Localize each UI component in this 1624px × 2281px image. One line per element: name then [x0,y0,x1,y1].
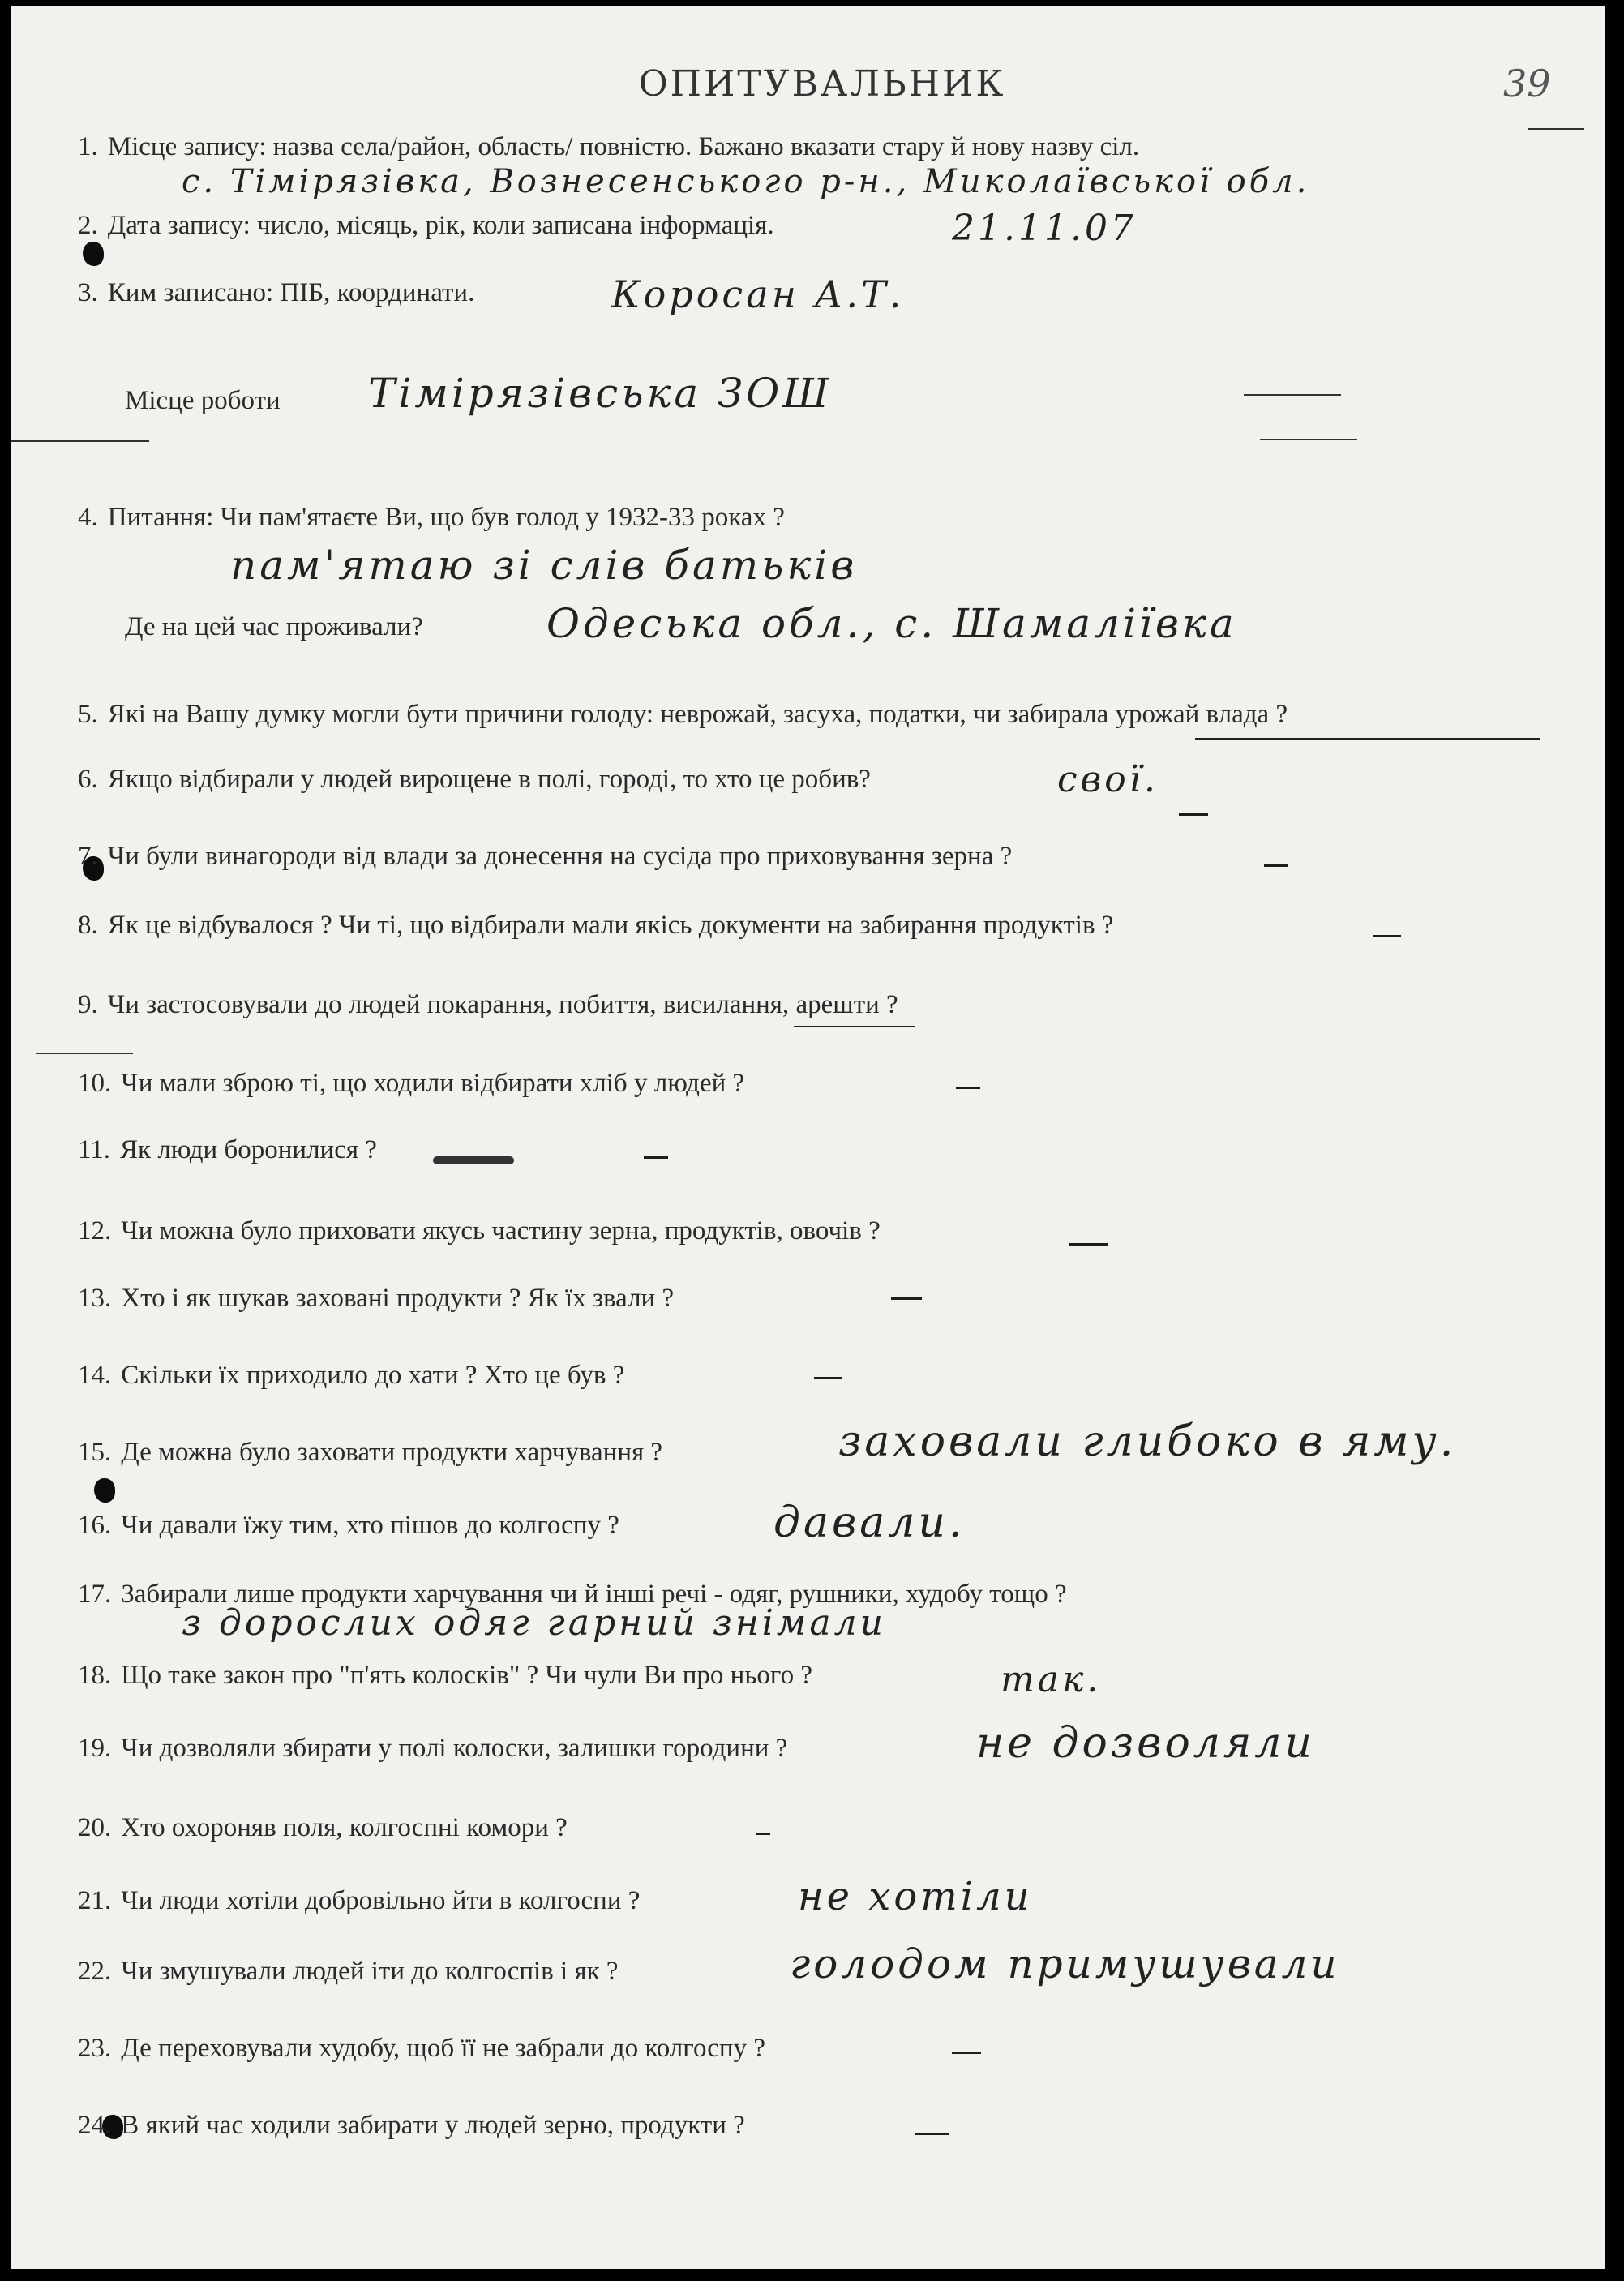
question-number: 1. [78,132,98,161]
question-text: Де на цей час проживали? [125,612,423,641]
question-number: 18. [78,1661,112,1690]
question-text: Де можна було заховати продукти харчування ? [121,1438,663,1467]
answer-dash [891,1297,922,1300]
scan-mark [1244,394,1341,396]
question-13 [78,1284,674,1314]
answer-18: так. [1001,1659,1102,1700]
question-text: Чи мали зброю ті, що ходили відбирати хліб у людей ? [121,1069,745,1098]
question-number: 21. [78,1886,112,1915]
question-number: 14. [78,1361,112,1390]
punch-hole [83,242,104,266]
question-text: Ким записано: ПІБ, координати. [107,278,475,307]
question-20 [78,1813,568,1843]
answer-22: голодом примушували [790,1940,1340,1987]
question-3 [78,278,474,308]
question-number: 11. [78,1135,111,1164]
question-1 [78,132,1139,162]
question-6 [78,765,871,795]
question-21 [78,1886,640,1916]
question-5 [78,700,1288,730]
question-number: 15. [78,1438,112,1467]
question-number: 8. [78,911,98,940]
question-text: Як це відбувалося ? Чи ті, що відбирали мали якісь документи на забирання продуктів ? [107,911,1114,940]
scan-mark [36,1053,133,1054]
question-text: Як люди боронилися ? [120,1135,377,1164]
question-number: 13. [78,1284,112,1313]
question-number: 6. [78,765,98,794]
question-14 [78,1361,624,1391]
question-text: Чи можна було приховати якусь частину зерна, продуктів, овочів ? [121,1216,881,1246]
answer-dash [1069,1243,1108,1246]
question-23 [78,2034,765,2064]
answer-underline [1195,738,1540,740]
answer-2: 21.11.07 [952,208,1137,249]
question-text: Де переховували худобу, щоб її не забрали до колгоспу ? [121,2034,765,2063]
page-title: ОПИТУВАЛЬНИК [638,63,1006,105]
question-text: Що таке закон про "п'ять колосків" ? Чи чули Ви про нього ? [121,1661,812,1690]
question-number: 16. [78,1511,112,1540]
answer-3: Коросан А.Т. [611,272,905,316]
question-number: 5. [78,700,98,729]
question-number: 3. [78,278,98,307]
question-number: 9. [78,990,98,1019]
punch-hole [94,1478,115,1503]
answer-dash [1373,935,1401,937]
scan-mark [1260,439,1357,440]
question-text: Які на Вашу думку могли бути причини голоду: неврожай, засуха, податки, чи забирала урожай влада ? [107,700,1288,729]
question-text: Якщо відбирали у людей вирощене в полі, городі, то хто це робив? [107,765,871,794]
answer-6: свої. [1057,759,1159,800]
question-number: 24. [78,2111,112,2140]
question-18 [78,1661,812,1691]
answer-4: пам'ятаю зі слів батьків [230,542,858,589]
answer-dash [915,2133,949,2135]
question-workplace [125,386,281,416]
answer-dash [644,1156,668,1159]
question-number: 23. [78,2034,112,2063]
question-number: 4. [78,503,98,532]
question-text: В який час ходили забирати у людей зерно, продукти ? [121,2111,745,2140]
question-9 [78,990,898,1020]
answer-dash [1264,864,1288,867]
question-text: Чи люди хотіли добровільно йти в колгоспи ? [121,1886,641,1915]
question-text: Питання: Чи пам'ятаєте Ви, що був голод у 1932-33 роках ? [107,503,785,532]
page-number: 39 [1503,62,1551,105]
question-text: Чи змушували людей іти до колгоспів і як ? [121,1957,619,1986]
question-number: 22. [78,1957,112,1986]
answer-16: давали. [773,1499,966,1547]
question-number: 19. [78,1734,112,1763]
question-number: 17. [78,1580,112,1609]
question-text: Скільки їх приходило до хати ? Хто це був ? [121,1361,625,1390]
answer-dash [814,1377,842,1379]
question-text: Чи давали їжу тим, хто пішов до колгоспу ? [121,1511,619,1540]
answer-dash [1179,813,1208,816]
question-text: Чи дозволяли збирати у полі колоски, залишки городини ? [121,1734,788,1763]
answer-21: не хотіли [798,1874,1033,1919]
questionnaire-sheet [11,6,1605,2269]
answer-dash [756,1833,770,1835]
question-4 [78,503,785,533]
question-4b [125,612,423,642]
question-19 [78,1734,787,1764]
answer-1: с. Тімірязівка, Вознесенського р-н., Миколаївської обл. [182,163,1310,200]
scan-mark [11,440,149,442]
ink-smudge [433,1156,514,1164]
question-12 [78,1216,881,1246]
question-text: Місце роботи [125,386,281,415]
question-text: Дата запису: число, місяць, рік, коли записана інформація. [107,211,774,240]
question-number: 7. [78,842,98,871]
question-10 [78,1069,744,1099]
question-24 [78,2111,745,2141]
answer-17: з дорослих одяг гарний знімали [182,1602,886,1644]
question-number: 2. [78,211,98,240]
question-text: Хто охороняв поля, колгоспні комори ? [121,1813,568,1842]
answer-dash [956,1087,980,1089]
scan-mark [1528,128,1584,130]
question-8 [78,911,1113,941]
question-15 [78,1438,662,1468]
question-number: 20. [78,1813,112,1842]
answer-workplace: Тімірязівська ЗОШ [368,370,833,417]
question-text: Місце запису: назва села/район, область/ повністю. Бажано вказати стару й нову назву сіл. [107,132,1140,161]
answer-15: заховали глибоко в яму. [838,1417,1457,1466]
question-text: Забирали лише продукти харчування чи й інші речі - одяг, рушники, худобу тощо ? [121,1580,1067,1609]
question-11 [78,1135,377,1165]
question-number: 12. [78,1216,112,1246]
question-text: Чи застосовували до людей покарання, побиття, висилання, арешти ? [107,990,898,1019]
answer-dash [952,2052,981,2054]
question-16 [78,1511,619,1541]
question-text: Хто і як шукав заховані продукти ? Як їх звали ? [121,1284,675,1313]
question-text: Чи були винагороди від влади за донесення на сусіда про приховування зерна ? [107,842,1013,871]
answer-4b: Одеська обл., с. Шамаліївка [546,600,1237,647]
question-number: 10. [78,1069,112,1098]
question-2 [78,211,774,241]
answer-underline [794,1026,915,1027]
question-7 [78,842,1012,872]
question-22 [78,1957,619,1987]
answer-19: не дозволяли [976,1719,1315,1768]
